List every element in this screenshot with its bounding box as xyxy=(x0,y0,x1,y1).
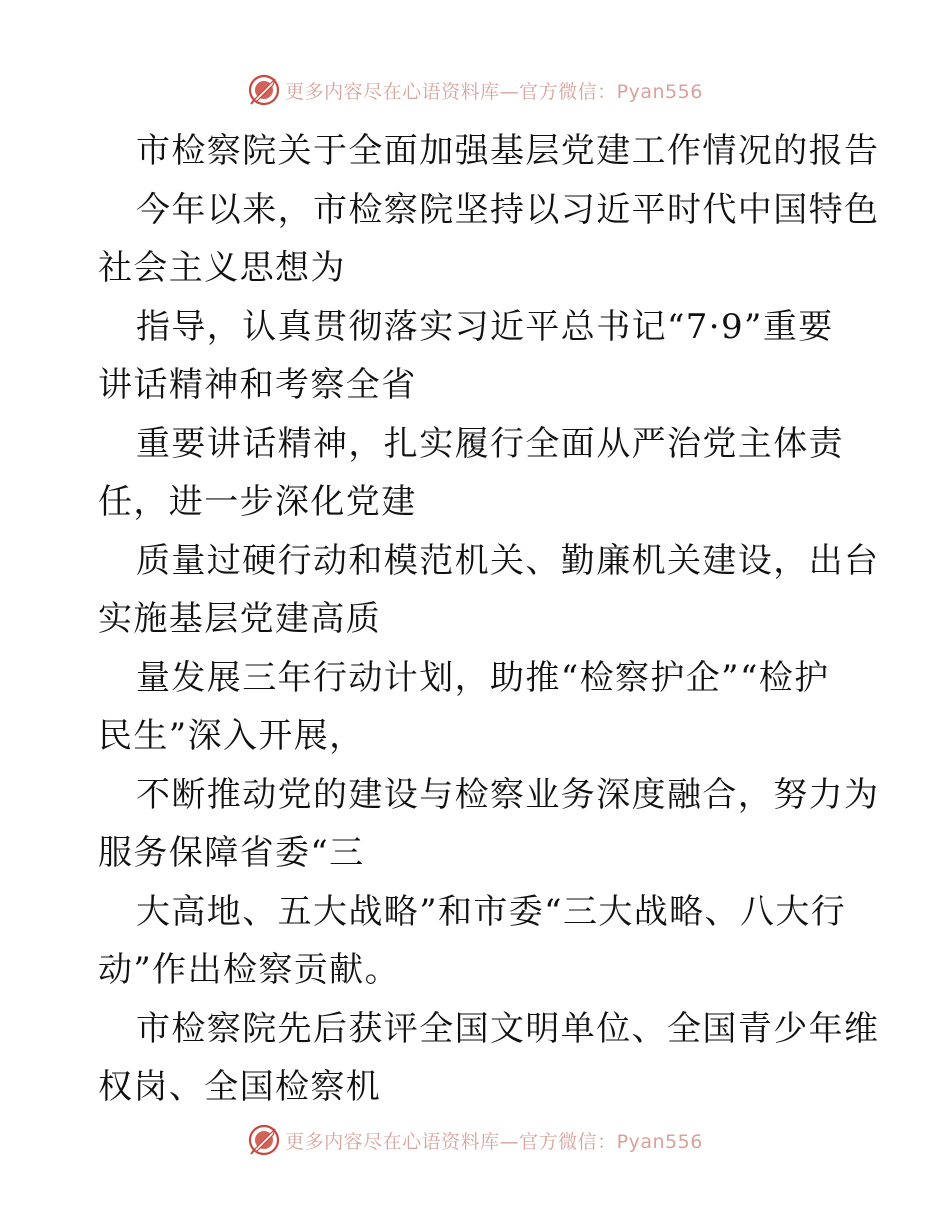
document-title: 市检察院关于全面加强基层党建工作情况的报告 xyxy=(136,131,880,171)
watermark-text: 更多内容尽在心语资料库—官方微信：Pyan556 xyxy=(285,1130,703,1153)
watermark-footer xyxy=(0,1120,950,1160)
watermark-text: 更多内容尽在心语资料库—官方微信：Pyan556 xyxy=(285,80,703,103)
text-line: 量发展三年行动计划，助推“检察护企”“检护 xyxy=(136,657,830,698)
text-line: 市检察院先后获评全国文明单位、全国青少年维 xyxy=(136,1008,880,1049)
text-line: 重要讲话精神，扎实履行全面从严治党主体责 xyxy=(136,423,844,464)
document-body xyxy=(98,122,880,1117)
text-line: 今年以来，市检察院坚持以习近平时代中国特色 xyxy=(136,189,880,230)
text-line: 动”作出检察贡献。 xyxy=(98,950,400,990)
text-line: 不断推动党的建设与检察业务深度融合，努力为 xyxy=(136,774,880,815)
watermark-header xyxy=(0,70,950,110)
text-line: 实施基层党建高质 xyxy=(98,599,382,639)
text-line: 质量过硬行动和模范机关、勤廉机关建设，出台 xyxy=(136,540,880,581)
pen-logo-icon xyxy=(247,73,281,107)
text-line: 指导，认真贯彻落实习近平总书记“7·9”重要 xyxy=(136,306,834,347)
text-line: 讲话精神和考察全省 xyxy=(98,365,417,405)
pen-logo-icon xyxy=(247,1123,281,1157)
text-line: 服务保障省委“三 xyxy=(98,833,365,873)
text-line: 民生”深入开展， xyxy=(98,716,365,756)
text-line: 任，进一步深化党建 xyxy=(98,482,417,522)
text-line: 权岗、全国检察机 xyxy=(98,1067,382,1107)
text-line: 社会主义思想为 xyxy=(98,248,346,288)
text-line: 大高地、五大战略”和市委“三大战略、八大行 xyxy=(136,891,847,932)
